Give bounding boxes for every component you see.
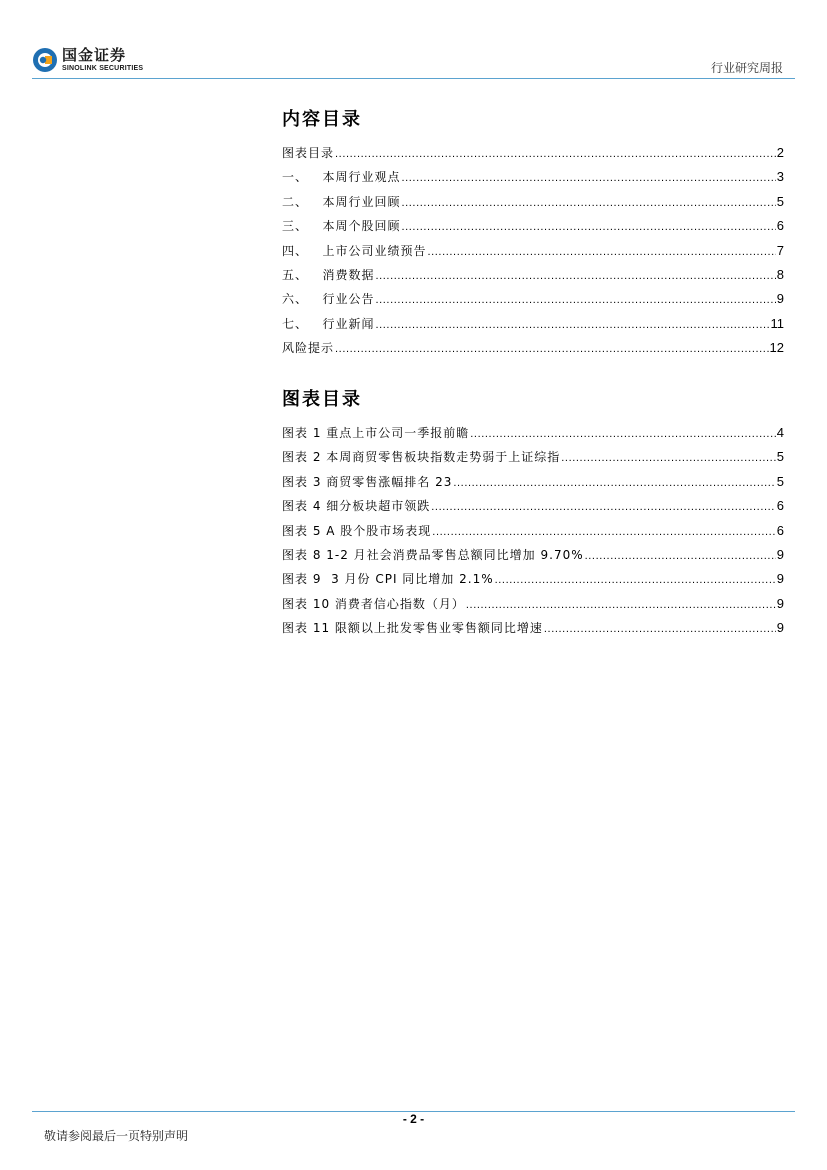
figure-entry-label: 图表 2 本周商贸零售板块指数走势弱于上证综指 <box>282 450 561 465</box>
dot-leader <box>466 599 776 611</box>
contents-list <box>282 144 784 364</box>
logo-english-name: SINOLINK SECURITIES <box>62 65 144 72</box>
dot-leader <box>561 452 776 464</box>
figure-entry-page: 9 <box>776 546 784 562</box>
dot-leader <box>375 270 775 282</box>
page-header <box>0 0 827 80</box>
figure-entry-label: 图表 9 3 月份 CPI 同比增加 2.1% <box>282 572 494 587</box>
dot-leader <box>431 501 776 513</box>
toc-entry[interactable] <box>282 339 784 363</box>
figure-entry-label: 图表 1 重点上市公司一季报前瞻 <box>282 426 470 440</box>
contents-section <box>282 108 784 364</box>
toc-entry-label: 一、 本周行业观点 <box>282 170 401 185</box>
dot-leader <box>335 343 769 355</box>
toc-entry-label: 风险提示 <box>282 341 335 356</box>
dot-leader <box>401 172 775 184</box>
figure-entry-label: 图表 4 细分板块超市领跌 <box>282 499 431 514</box>
toc-entry-page: 9 <box>776 291 784 307</box>
dot-leader <box>585 550 776 562</box>
figure-entry-page: 6 <box>776 498 784 514</box>
header-divider <box>32 78 795 79</box>
figures-title: 图表目录 <box>282 389 362 410</box>
dot-leader <box>401 197 775 209</box>
figure-entry[interactable] <box>282 448 784 472</box>
figure-entry-label: 图表 5 A 股个股市场表现 <box>282 523 432 538</box>
toc-entry[interactable] <box>282 217 784 241</box>
sinolink-logo-icon <box>32 47 58 73</box>
report-type: 行业研究周报 <box>710 61 783 75</box>
page-number: - 2 - <box>402 1112 425 1126</box>
figure-entry-label: 图表 10 消费者信心指数（月） <box>282 596 465 611</box>
company-logo <box>32 47 143 73</box>
toc-entry-page: 5 <box>776 193 784 209</box>
figure-entry-page: 6 <box>776 522 784 538</box>
dot-leader <box>432 526 775 538</box>
figure-entry-page: 9 <box>776 571 784 587</box>
toc-entry-page: 11 <box>770 315 784 331</box>
figure-entry[interactable] <box>282 595 784 619</box>
figure-entry[interactable] <box>282 473 784 497</box>
disclaimer-text: 敬请参阅最后一页特别声明 <box>44 1129 189 1143</box>
toc-entry-page: 2 <box>776 145 784 160</box>
toc-entry[interactable] <box>282 168 784 192</box>
dot-leader <box>544 623 776 635</box>
toc-entry[interactable] <box>282 144 784 168</box>
toc-entry-label: 六、 行业公告 <box>282 292 375 307</box>
toc-entry-label: 图表目录 <box>282 146 335 160</box>
toc-entry-page: 7 <box>776 242 784 258</box>
figure-entry-page: 9 <box>776 595 784 611</box>
figure-entry-label: 图表 8 1-2 月社会消费品零售总额同比增加 9.70% <box>282 547 584 562</box>
dot-leader <box>427 246 775 258</box>
toc-entry-page: 8 <box>776 266 784 282</box>
logo-chinese-name: 国金证券 <box>62 46 127 64</box>
toc-entry-page: 3 <box>776 169 784 185</box>
toc-entry[interactable] <box>282 290 784 314</box>
figure-entry[interactable] <box>282 424 784 448</box>
figure-entry[interactable] <box>282 570 784 594</box>
toc-entry-label: 七、 行业新闻 <box>282 316 375 331</box>
figure-entry-label: 图表 11 限额以上批发零售业零售额同比增速 <box>282 621 543 636</box>
dot-leader <box>401 221 775 233</box>
figure-entry-page: 5 <box>776 473 784 489</box>
dot-leader <box>470 428 776 440</box>
figure-entry[interactable] <box>282 497 784 521</box>
toc-entry-label: 五、 消费数据 <box>282 267 375 282</box>
toc-entry-page: 12 <box>769 340 784 356</box>
dot-leader <box>375 294 775 306</box>
dot-leader <box>375 319 769 331</box>
figures-section <box>282 388 784 644</box>
toc-entry[interactable] <box>282 266 784 290</box>
figures-list <box>282 424 784 644</box>
figure-entry-page: 9 <box>776 620 784 636</box>
toc-entry[interactable] <box>282 242 784 266</box>
toc-entry-label: 四、 上市公司业绩预告 <box>282 243 427 258</box>
figure-entry[interactable] <box>282 522 784 546</box>
dot-leader <box>453 477 775 489</box>
figure-entry[interactable] <box>282 546 784 570</box>
figure-entry-page: 4 <box>776 425 784 440</box>
figure-entry-label: 图表 3 商贸零售涨幅排名 23 <box>282 474 453 489</box>
toc-entry-label: 二、 本周行业回顾 <box>282 194 401 209</box>
toc-entry[interactable] <box>282 193 784 217</box>
dot-leader <box>495 574 776 586</box>
toc-entry-page: 6 <box>776 218 784 234</box>
toc-entry-label: 三、 本周个股回顾 <box>282 219 401 234</box>
contents-title: 内容目录 <box>282 109 362 130</box>
figure-entry[interactable] <box>282 619 784 643</box>
figure-entry-page: 5 <box>776 449 784 465</box>
dot-leader <box>335 148 776 160</box>
toc-entry[interactable] <box>282 315 784 339</box>
